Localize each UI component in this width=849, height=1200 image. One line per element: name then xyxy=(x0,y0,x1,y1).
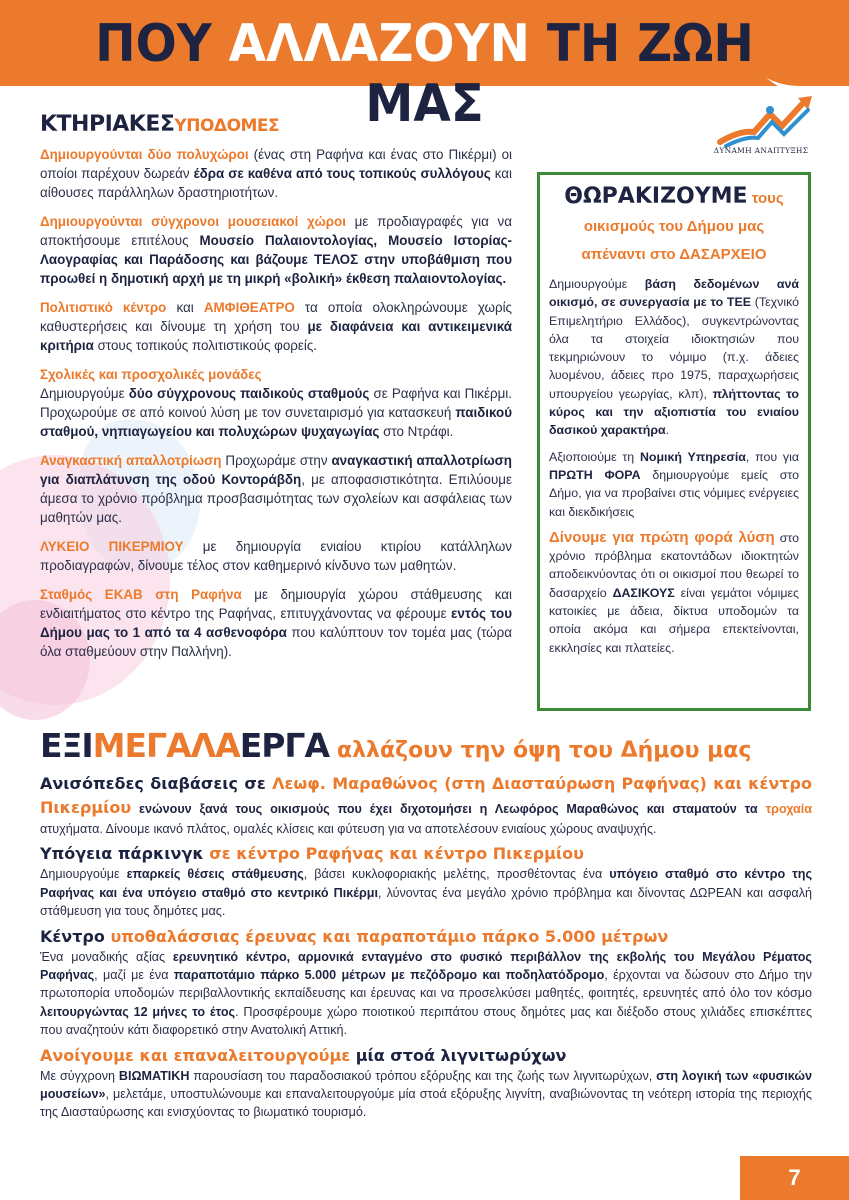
text-span: λειτουργώντας 12 μήνες το έτος xyxy=(40,1004,236,1019)
text-span: υποθαλάσσιας έρευνας και παραποτάμιο πάρκο 5.000 μέτρων xyxy=(110,926,669,946)
box-title-rest: τους xyxy=(747,190,784,207)
text-span: παρουσίαση του παραδοσιακού τρόπου εξόρυξης και της ζωής των λιγνιτωρύχων, xyxy=(189,1068,657,1083)
project-parking xyxy=(40,865,812,920)
text-span: με προδιαγραφές για να αποκτήσουμε επιτέλους xyxy=(40,214,512,248)
text-span: στους τοπικούς πολιτιστικούς φορείς. xyxy=(93,338,317,353)
text-span: Με σύγχρονη xyxy=(40,1068,119,1083)
text-span: , λύνοντας ένα μεγάλο χρόνιο πρόβλημα και δίνοντας ΔΩΡΕΑΝ και ασφαλή στάθμευση για τους δημότες μας. xyxy=(40,885,813,919)
text-span: , μελετάμε, υποστυλώνουμε και επαναλειτουργούμε μία στοά εξόρυξης λιγνίτη, αναβιώνοντας τη νεότερη ιστορία της περιοχής της Διασταύρωσης και ενισχύοντας το βιωματικό τουρισμό. xyxy=(40,1087,812,1120)
box-title xyxy=(549,183,799,269)
text-span: δύο σύγχρονους παιδικούς σταθμούς xyxy=(128,386,370,401)
text-span: ΔΑΣΙΚΟΥΣ xyxy=(612,585,675,600)
project-heading xyxy=(40,1046,812,1065)
text-span: και xyxy=(166,300,204,315)
text-span: Ένα μοναδικής αξίας xyxy=(40,949,173,964)
text-span: σε Ραφήνα και Πικέρμι. Προχωρούμε σε από κοινού λύση με τον συνεταιρισμό για κατασκευή xyxy=(40,386,512,420)
text-span: με δημιουργία χώρου στάθμευσης και ενδιαιτήματος στο κέντρο της Ραφήνας, επιτυγχάνοντας να φέρουμε xyxy=(40,587,512,621)
paragraph-museums xyxy=(40,212,512,288)
text-span: Δημιουργούμε xyxy=(40,867,127,882)
paragraph-expropriation xyxy=(40,451,512,527)
text-span: Λεωφ. Μαραθώνος (στη Διασταύρωση Ραφήνας) και κέντρο Πικερμίου xyxy=(40,774,812,817)
heading-word-big: ΜΕΓΑΛΑ xyxy=(92,726,240,765)
project-heading xyxy=(40,844,812,863)
text-span: , που για xyxy=(745,449,799,464)
project-mine-gallery xyxy=(40,1067,812,1122)
title-part-3: ΤΗ ΖΩΗ ΜΑΣ xyxy=(365,14,754,134)
text-span: (Τεχνικό Επιμελητήριο Ελλάδος), συγκεντρώνοντας όλα τα στοιχεία ιδιοκτησιών που τεκμηριώνουν το νόμιμο (π.χ. άδειες λυομένου, άδειες προ 1975, παραχωρήσεις υπουργείου γεωργίας, κλπ), xyxy=(549,295,800,401)
text-span: που καλύπτουν τον τομέα μας (τώρα όλα σταθμεύουν στην Παλλήνη). xyxy=(40,625,512,659)
section-title-buildings xyxy=(40,112,512,137)
paragraph-multipurpose-halls xyxy=(40,145,512,202)
text-span: . Προσφέρουμε χώρο ποιοτικού περιπάτου στους δημότες μας και διέξοδο στους χιλιάδες επισκέπτες που αναζητούν κάτι διαφορετικό στην Ανατολική Αττική. xyxy=(40,1004,813,1038)
text-span: , βάσει κυκλοφοριακής μελέτης, προσθέτοντας ένα xyxy=(303,867,610,882)
text-span: είναι γεμάτοι νόμιμες κατοικίες με άδεια, δίκτυα υποδομών τα οποία ακόμα και σήμερα επεκτείνονται, εκκλησίες και πλατείες. xyxy=(549,585,799,655)
text-span: Πολιτιστικό κέντρο xyxy=(40,300,167,315)
text-span: στο χρόνιο πρόβλημα εκατοντάδων ιδιοκτητών αποδεικνύοντας ότι οι οικισμοί που θεωρεί το δασαρχείο xyxy=(549,530,800,600)
box-title-big: ΘΩΡΑΚΙΖΟΥΜΕ xyxy=(564,184,748,209)
text-span: αναγκαστική απαλλοτρίωση για διαπλάτυνση της οδού Κοντοράβδη xyxy=(40,453,512,487)
projects-list xyxy=(40,772,812,1128)
text-span: ατυχήματα. Δίνουμε ικανό πλάτος, ομαλές κλίσεις και φύτευση για να αποτελέσουν ενιαίους χώρους αναψυχής. xyxy=(40,822,657,836)
paragraph-cultural-center xyxy=(40,298,512,355)
paragraph-ekab-station xyxy=(40,585,512,661)
text-span: επαρκείς θέσεις στάθμευσης xyxy=(126,867,304,882)
title-part-1: ΠΟΥ xyxy=(95,14,212,74)
text-span: με διαφάνεια και αντικειμενικά κριτήρια xyxy=(40,319,513,353)
text-span: δημιουργούμε εμείς στο Δήμο, για να προβαίνει στις νόμιμες ενέργειες και διεκδικήσεις xyxy=(549,467,799,519)
text-span: Αξιοποιούμε τη xyxy=(549,449,640,464)
text-span: υπόγειο σταθμό στο κέντρο της Ραφήνας και ένα υπόγειο σταθμό στο κεντρικό Πικέρμι xyxy=(40,867,813,900)
text-span: ΛΥΚΕΙΟ ΠΙΚΕΡΜΙΟΥ xyxy=(40,539,184,554)
heading-word-projects: ΕΡΓΑ xyxy=(239,726,329,765)
text-span: ΒΙΩΜΑΤΙΚΗ xyxy=(118,1068,190,1083)
text-span: και αίθουσες παράλληλων δραστηριοτήτων. xyxy=(40,166,512,200)
box-title-rest: οικισμούς του Δήμου μας xyxy=(583,218,765,235)
section-title-main: ΚΤΗΡΙΑΚΕΣ xyxy=(40,112,175,137)
text-span: . xyxy=(665,423,670,438)
text-span: , έρχονται να δώσουν στο Δήμο την πρωτοπορία υποδομών περιβαλλοντικής εκπαίδευσης και έρευνας και να προσελκύσει μαθητές, φοιτητές, ερευνητές από όλο τον κόσμο xyxy=(40,968,812,1001)
text-span: τροχαία xyxy=(765,802,812,816)
text-span: στο Ντράφι. xyxy=(379,424,454,439)
text-span: Υπόγεια πάρκινγκ xyxy=(40,844,210,864)
text-span: βάση δεδομένων ανά οικισμό, σε συνεργασία με το ΤΕΕ xyxy=(549,277,799,310)
text-span: , με αποφασιστικότητα. Επιλύουμε άμεσα το χρόνιο πρόβλημα προσβασιμότητας των σχολείων και ασφάλειας των μαθητών μας. xyxy=(40,472,512,525)
six-projects-heading xyxy=(40,726,820,765)
text-span: Δημιουργούνται σύγχρονοι μουσειακοί χώροι xyxy=(40,214,346,229)
text-span: Δίνουμε για πρώτη φορά λύση xyxy=(549,528,775,546)
box-title-rest: απέναντι στο ΔΑΣΑΡΧΕΙΟ xyxy=(581,246,767,263)
box-paragraph-database xyxy=(549,275,799,440)
text-span: Προχωράμε στην xyxy=(221,453,332,468)
box-paragraph-solution xyxy=(549,529,799,657)
text-span: ενώνουν ξανά τους οικισμούς που έχει διχοτομήσει η Λεωφόρος Μαραθώνος και σταματούν τα xyxy=(131,802,766,816)
text-span: Νομική Υπηρεσία xyxy=(639,449,746,464)
left-column xyxy=(40,112,512,671)
text-span: Ανοίγουμε και επαναλειτουργούμε xyxy=(40,1045,356,1065)
text-span: παιδικού σταθμού, νηπιαγωγείου και πολυχώρων ψυχαγωγίας xyxy=(40,405,512,439)
text-span: Δημιουργούμε xyxy=(549,277,645,291)
text-span: στη λογική των «φυσικών μουσείων» xyxy=(40,1068,812,1102)
paragraph-schools xyxy=(40,365,512,441)
project-crossings xyxy=(40,772,812,838)
text-span: , μαζί με ένα xyxy=(94,968,174,983)
text-span: Δημιουργούνται δύο πολυχώροι xyxy=(40,147,249,162)
text-span: ΑΜΦΙΘΕΑΤΡΟ xyxy=(203,300,295,315)
text-span: εντός του Δήμου μας το 1 από τα 4 ασθενοφόρα xyxy=(40,606,513,640)
box-paragraph-legal-service xyxy=(549,448,799,521)
text-span: (ένας στη Ραφήνα και ένας στο Πικέρμι) οι οποίοι παρέχουν δωρεάν xyxy=(40,147,513,181)
forest-office-box xyxy=(537,172,811,711)
heading-subtitle: αλλάζουν την όψη του Δήμου μας xyxy=(337,738,752,763)
paragraph-title: Σχολικές και προσχολικές μονάδες xyxy=(40,367,262,382)
logo-text: ΔΥΝΑΜΗ ΑΝΑΠΤΥΞΗΣ xyxy=(713,146,809,155)
logo-icon xyxy=(712,92,822,154)
text-span: Κέντρο xyxy=(40,926,111,946)
text-span: σε κέντρο Ραφήνας και κέντρο Πικερμίου xyxy=(209,844,584,864)
text-span: Αναγκαστική απαλλοτρίωση xyxy=(40,453,222,468)
paragraph-lyceum xyxy=(40,537,512,575)
text-span: με δημιουργία ενιαίου κτιρίου κατάλληλων προδιαγραφών, δίνουμε τέλος στον καθημερινό κίνδυνο των μαθητών. xyxy=(40,539,512,573)
project-research-center xyxy=(40,948,812,1040)
text-span: παραποτάμιο πάρκο 5.000 μέτρων με πεζόδρομο και ποδηλατόδρομο xyxy=(173,968,605,983)
heading-word-six: ΕΞΙ xyxy=(40,726,93,765)
text-span: έδρα σε καθένα από τους τοπικούς συλλόγους xyxy=(193,166,491,181)
text-span: Μουσείο Παλαιοντολογίας, Μουσείο Ιστορίας- Λαογραφίας και Παράδοσης και βάζουμε ΤΕΛΟΣ στην υποβάθμιση που προωθεί η δημοτική αρχή με τη μικρή «βολική» έκθεση παλαιοντολογίας. xyxy=(40,233,512,286)
section-title-accent: ΥΠΟΔΟΜΕΣ xyxy=(174,116,280,136)
text-span: Σταθμός ΕΚΑΒ στη Ραφήνα xyxy=(40,587,242,602)
project-heading xyxy=(40,927,812,946)
text-span: Ανισόπεδες διαβάσεις σε xyxy=(40,774,273,793)
text-span: ερευνητικό κέντρο, αρμονικά ενταγμένο στο φυσικό περιβάλλον της εκβολής του Μεγάλου Ρέματος Ραφήνας xyxy=(40,949,812,983)
text-span: πλήττοντας το κύρος και την αξιοπιστία του ενιαίου δασικού χαρακτήρα xyxy=(549,386,799,438)
text-span: μία στοά λιγνιτωρύχων xyxy=(355,1045,567,1065)
title-part-2: ΑΛΛΑΖΟΥΝ xyxy=(228,14,531,74)
page-number: 7 xyxy=(740,1156,849,1200)
text-span: τα οποία ολοκληρώνουμε χωρίς καθυστερήσεις και δίνουμε τη χρήση του xyxy=(40,300,512,334)
text-span: ΠΡΩΤΗ ΦΟΡΑ xyxy=(549,467,641,482)
text-span: Δημιουργούμε xyxy=(40,386,129,401)
